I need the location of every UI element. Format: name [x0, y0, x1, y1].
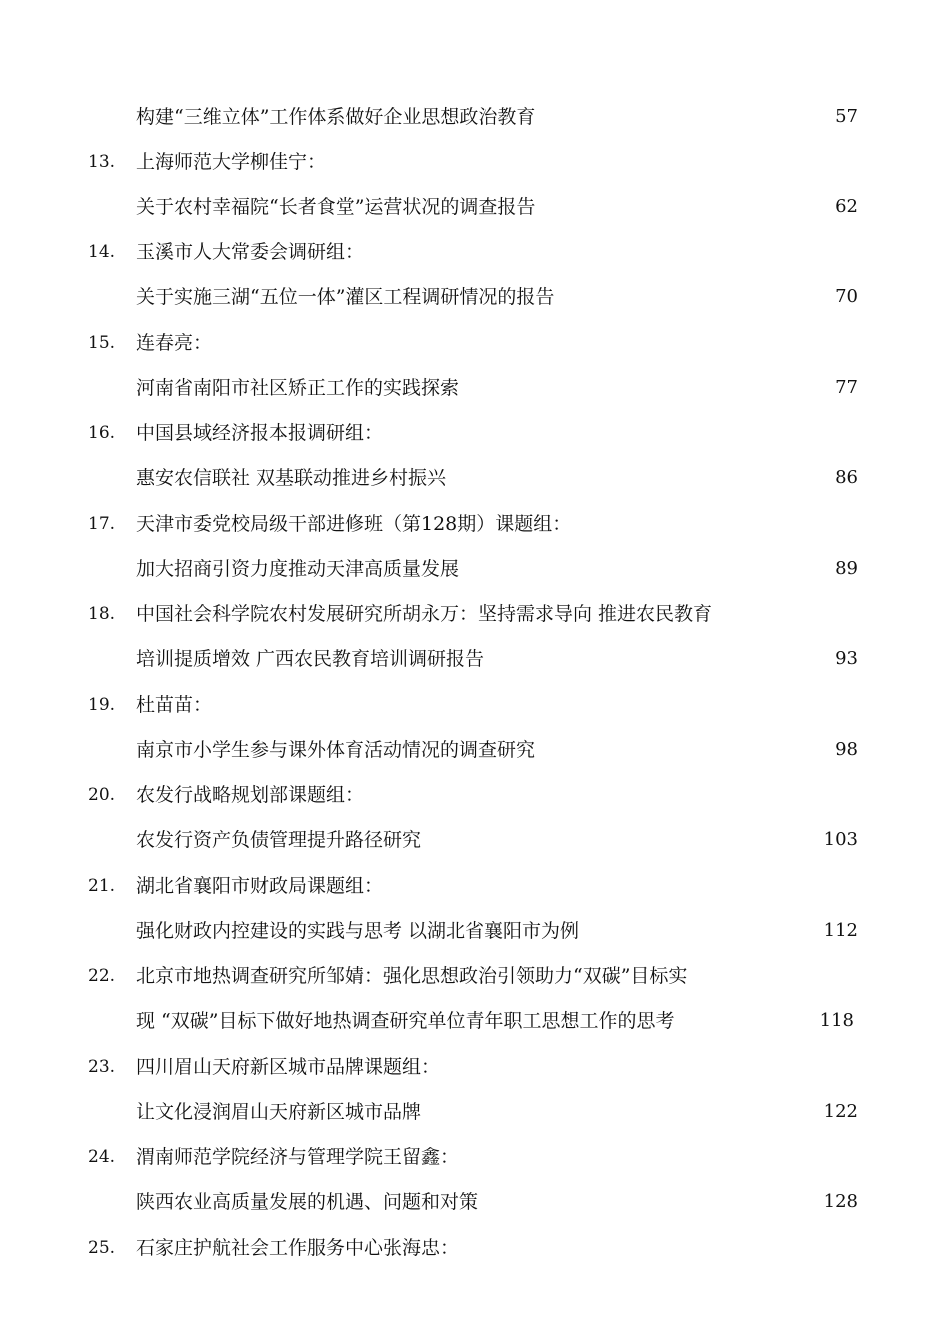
- toc-entry-number: 22.: [88, 966, 116, 986]
- toc-entry-title: 让文化浸润眉山天府新区城市品牌: [136, 1101, 422, 1123]
- toc-entry-title: 关于农村幸福院“长者食堂”运营状况的调查报告: [136, 196, 536, 218]
- toc-title-row: [0, 277, 950, 317]
- toc-entry-author: 石家庄护航社会工作服务中心张海忠：: [136, 1237, 460, 1259]
- toc-page-number: 128: [823, 1191, 858, 1212]
- toc-entry-author: 杜苗苗：: [136, 694, 213, 716]
- toc-title-row: [0, 187, 950, 227]
- toc-entry-title: 构建“三维立体”工作体系做好企业思想政治教育: [136, 106, 536, 128]
- toc-title-row: [0, 97, 950, 137]
- toc-entry-author: 北京市地热调查研究所邹婧：强化思想政治引领助力“双碳”目标实: [136, 965, 688, 987]
- toc-entry-number: 19.: [88, 695, 116, 715]
- toc-entry-author: 渭南师范学院经济与管理学院王留鑫：: [136, 1146, 460, 1168]
- toc-entry-author: 湖北省襄阳市财政局课题组：: [136, 875, 384, 897]
- toc-entry-author: 中国社会科学院农村发展研究所胡永万：坚持需求导向 推进农民教育: [136, 603, 713, 625]
- toc-entry-number: 13.: [88, 152, 116, 172]
- toc-page-number: 112: [823, 920, 858, 941]
- toc-entry-title: 惠安农信联社 双基联动推进乡村振兴: [136, 467, 447, 489]
- toc-page-number: 93: [835, 648, 858, 669]
- toc-page-number: 70: [835, 286, 858, 307]
- toc-entry-number: 17.: [88, 514, 116, 534]
- toc-entry-title: 河南省南阳市社区矫正工作的实践探索: [136, 377, 460, 399]
- toc-entry-number: 21.: [88, 876, 116, 896]
- toc-entry-author: 中国县域经济报本报调研组：: [136, 422, 384, 444]
- toc-entry-title: 现 “双碳”目标下做好地热调查研究单位青年职工思想工作的思考: [136, 1010, 675, 1032]
- toc-title-row: [0, 820, 950, 860]
- toc-author-row: [0, 142, 950, 182]
- toc-author-row: [0, 685, 950, 725]
- toc-entry-title: 强化财政内控建设的实践与思考 以湖北省襄阳市为例: [136, 920, 580, 942]
- toc-entry-title: 农发行资产负债管理提升路径研究: [136, 829, 422, 851]
- toc-title-row: [0, 1182, 950, 1222]
- toc-page-number: 122: [823, 1101, 858, 1122]
- toc-entry-author: 玉溪市人大常委会调研组：: [136, 241, 365, 263]
- toc-title-row: [0, 1001, 950, 1041]
- toc-author-row: [0, 323, 950, 363]
- toc-page-number: 62: [835, 196, 858, 217]
- toc-author-row: [0, 504, 950, 544]
- toc-entry-title: 陕西农业高质量发展的机遇、问题和对策: [136, 1191, 479, 1213]
- toc-entry-number: 18.: [88, 604, 116, 624]
- toc-author-row: [0, 1137, 950, 1177]
- toc-entry-title: 南京市小学生参与课外体育活动情况的调查研究: [136, 739, 536, 761]
- toc-title-row: [0, 1092, 950, 1132]
- toc-author-row: [0, 594, 950, 634]
- toc-author-row: [0, 866, 950, 906]
- toc-entry-number: 25.: [88, 1238, 116, 1258]
- toc-entry-title: 加大招商引资力度推动天津高质量发展: [136, 558, 460, 580]
- toc-entry-title: 关于实施三湖“五位一体”灌区工程调研情况的报告: [136, 286, 555, 308]
- toc-title-row: [0, 639, 950, 679]
- toc-title-row: [0, 458, 950, 498]
- toc-entry-title: 培训提质增效 广西农民教育培训调研报告: [136, 648, 485, 670]
- toc-entry-number: 15.: [88, 333, 116, 353]
- toc-entry-number: 16.: [88, 423, 116, 443]
- toc-entry-number: 24.: [88, 1147, 116, 1167]
- toc-title-row: [0, 730, 950, 770]
- toc-page-number: 118: [819, 1010, 854, 1031]
- toc-page-number: 86: [835, 467, 858, 488]
- toc-author-row: [0, 413, 950, 453]
- toc-author-row: [0, 775, 950, 815]
- toc-author-row: [0, 1047, 950, 1087]
- toc-entry-author: 上海师范大学柳佳宁：: [136, 151, 327, 173]
- toc-entry-number: 23.: [88, 1057, 116, 1077]
- toc-page-number: 103: [823, 829, 858, 850]
- toc-entry-author: 农发行战略规划部课题组：: [136, 784, 365, 806]
- toc-entry-author: 四川眉山天府新区城市品牌课题组：: [136, 1056, 441, 1078]
- toc-author-row: [0, 232, 950, 272]
- toc-title-row: [0, 549, 950, 589]
- toc-title-row: [0, 368, 950, 408]
- toc-entry-author: 天津市委党校局级干部进修班（第128期）课题组：: [136, 513, 572, 535]
- toc-page-number: 98: [835, 739, 858, 760]
- toc-title-row: [0, 911, 950, 951]
- toc-author-row: [0, 1228, 950, 1268]
- toc-page-number: 77: [835, 377, 858, 398]
- toc-entry-author: 连春亮：: [136, 332, 213, 354]
- toc-entry-number: 20.: [88, 785, 116, 805]
- toc-page-number: 57: [835, 106, 858, 127]
- toc-entry-number: 14.: [88, 242, 116, 262]
- toc-page-number: 89: [835, 558, 858, 579]
- toc-author-row: [0, 956, 950, 996]
